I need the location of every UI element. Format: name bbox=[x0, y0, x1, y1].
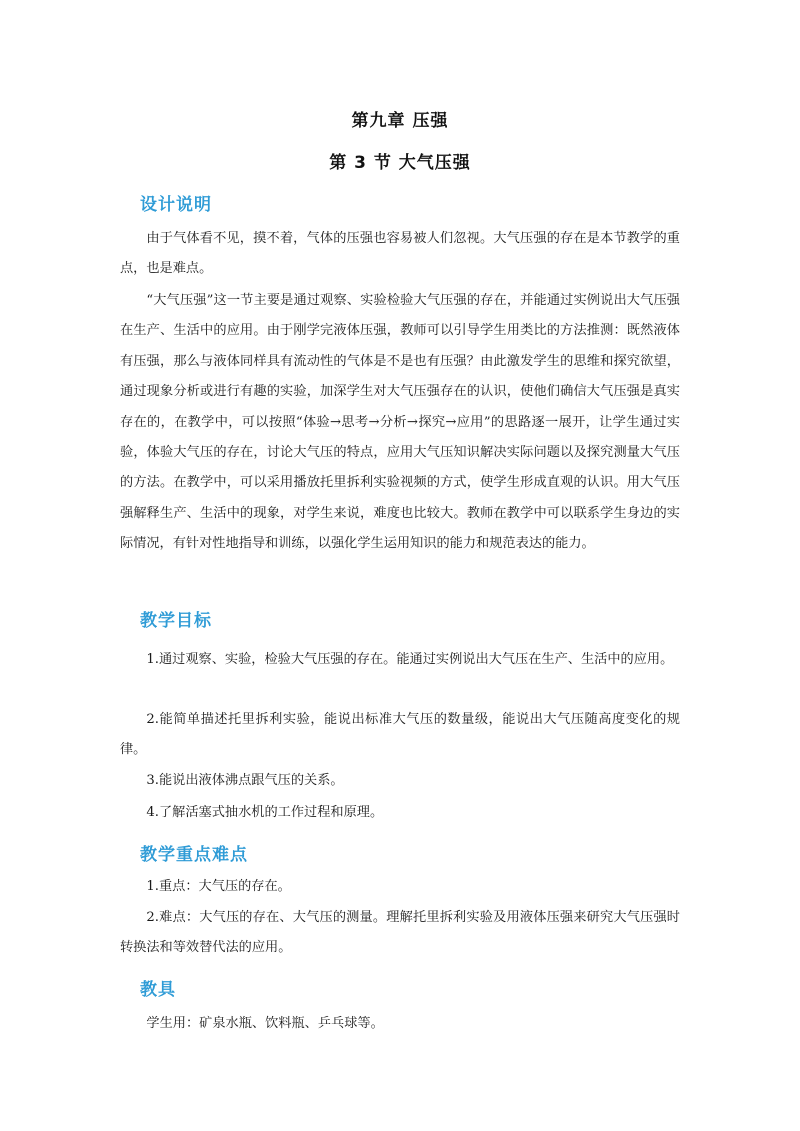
paragraph-design-1: 由于气体看不见，摸不着，气体的压强也容易被人们忽视。大气压强的存在是本节教学的重点，也是难点。 bbox=[120, 231, 680, 277]
section-title: 第 3 节 大气压强 bbox=[329, 153, 471, 173]
chapter-title: 第九章 压强 bbox=[351, 111, 449, 131]
heading-tools: 教具 bbox=[140, 980, 176, 1000]
heading-keypoints: 教学重点难点 bbox=[140, 845, 248, 865]
paragraph-tools-1: 学生用：矿泉水瓶、饮料瓶、乒乓球等。 bbox=[146, 1016, 384, 1031]
heading-design: 设计说明 bbox=[140, 195, 212, 215]
paragraph-keypoint-1: 1.重点：大气压的存在。 bbox=[146, 879, 291, 894]
paragraph-goal-3: 3.能说出液体沸点跟气压的关系。 bbox=[146, 773, 344, 788]
heading-goals: 教学目标 bbox=[140, 611, 212, 631]
paragraph-goal-1: 1.通过观察、实验，检验大气压强的存在。能通过实例说出大气压在生产、生活中的应用。 bbox=[146, 652, 674, 667]
paragraph-goal-2: 2.能简单描述托里拆利实验，能说出标准大气压的数量级，能说出大气压随高度变化的规律。 bbox=[120, 712, 680, 758]
paragraph-keypoint-2: 2.难点：大气压的存在、大气压的测量。理解托里拆利实验及用液体压强来研究大气压强时转换法和等效替代法的应用。 bbox=[120, 910, 680, 956]
paragraph-goal-4: 4.了解活塞式抽水机的工作过程和原理。 bbox=[146, 805, 384, 820]
paragraph-design-2: “大气压强”这一节主要是通过观察、实验检验大气压强的存在，并能通过实例说出大气压强在生产、生活中的应用。由于刚学完液体压强，教师可以引导学生用类比的方法推测：既然液体有压强，那么与液体同样具有流动性的气体是不是也有压强？由此激发学生的思维和探究欲望，通过现象分析或进行有趣的实验，加深学生对大气压强存在的认识，使他们确信大气压强是真实存在的，在教学中，可以按照“体验→思考→分析→探究→应用”的思路逐一展开，让学生通过实验，体验大气压的存在，讨论大气压的特点，应用大气压知识解决实际问题以及探究测量大气压的方法。在教学中，可以采用播放托里拆利实验视频的方式，使学生形成直观的认识。用大气压强解释生产、生活中的现象，对学生来说，难度也比较大。教师在教学中可以联系学生身边的实际情况，有针对性地指导和训练，以强化学生运用知识的能力和规范表达的能力。 bbox=[120, 293, 680, 552]
